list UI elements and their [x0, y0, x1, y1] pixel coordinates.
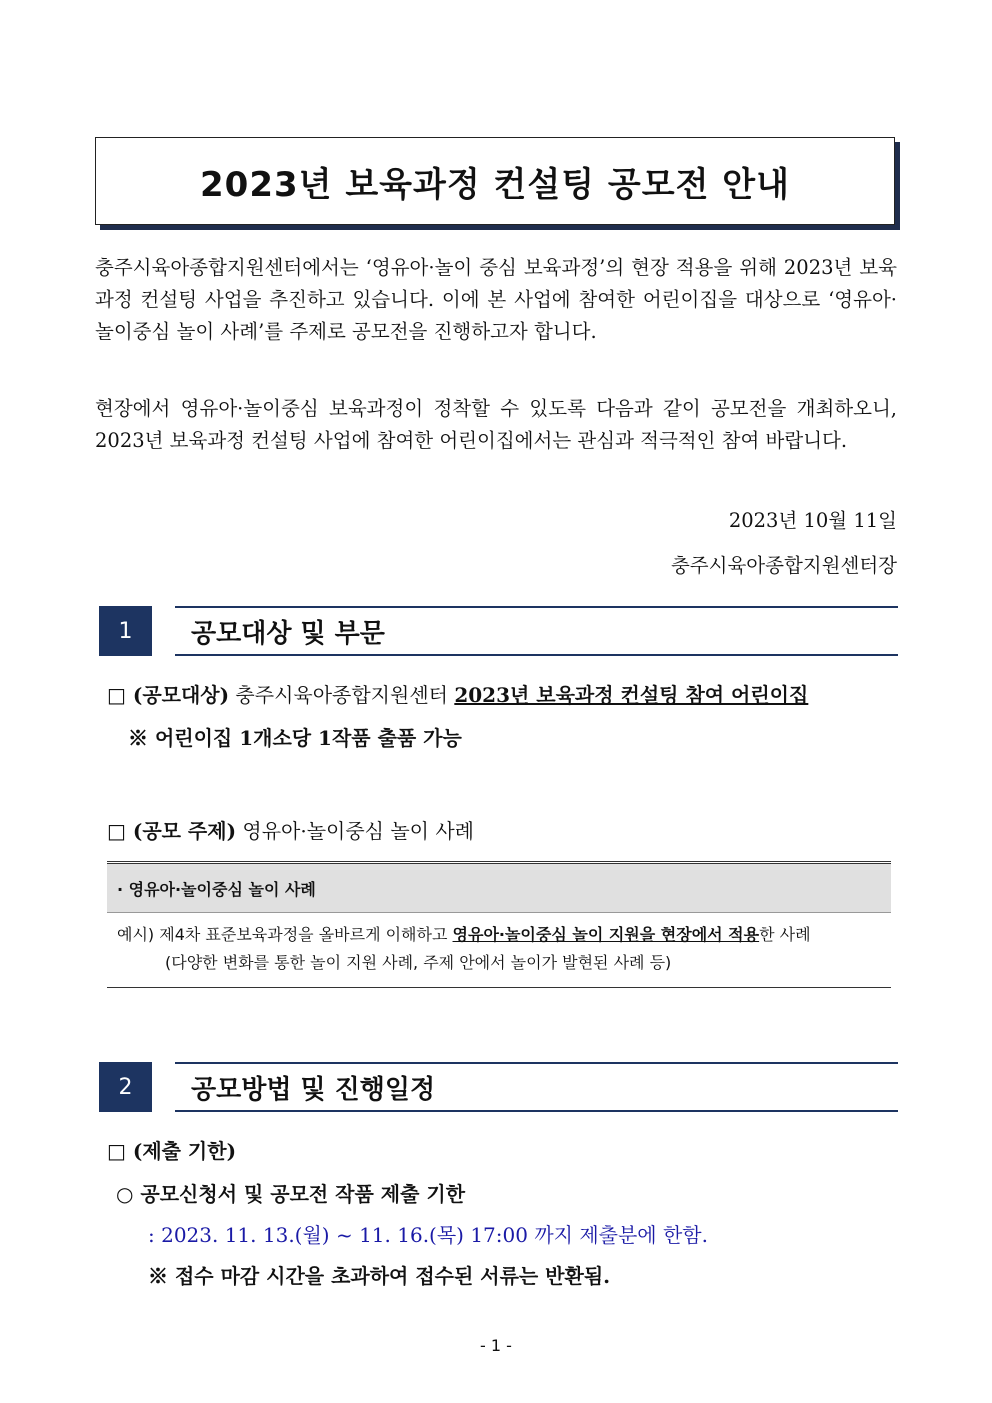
section-2-title: 공모방법 및 진행일정 [175, 1062, 898, 1112]
notice-signer: 충주시육아종합지원센터장 [670, 554, 897, 577]
target-underlined: 2023년 보육과정 컨설팅 참여 어린이집 [454, 683, 809, 707]
page-title: 2023년 보육과정 컨설팅 공모전 안내 [200, 164, 790, 205]
deadline-note: ※ 접수 마감 시간을 초과하여 접수된 서류는 반환됨. [148, 1264, 611, 1288]
example-table [107, 861, 891, 988]
example-prefix: 예시) 제4차 표준보육과정을 올바르게 이해하고 [117, 925, 453, 944]
example-line-2: (다양한 변화를 통한 놀이 지원 사례, 주제 안에서 놀이가 발현된 사례 등) [165, 953, 672, 972]
target-text: 충주시육아종합지원센터 [229, 683, 455, 707]
example-heading: · 영유아·놀이중심 놀이 사례 [107, 864, 891, 913]
theme-line [107, 815, 474, 844]
example-body [107, 913, 891, 987]
deadline-item: ○ 공모신청서 및 공모전 작품 제출 기한 [116, 1182, 466, 1206]
target-line [107, 679, 808, 708]
theme-label: □ (공모 주제) [107, 819, 237, 843]
section-1-number: 1 [99, 606, 152, 656]
notice-date: 2023년 10월 11일 [728, 509, 897, 532]
example-bold: 영유아·놀이중심 놀이 지원을 현장에서 적용 [452, 925, 760, 944]
deadline-date: : 2023. 11. 13.(월) ~ 11. 16.(목) 17:00 까지 제출분에 한함. [148, 1223, 708, 1247]
target-label: □ (공모대상) [107, 683, 230, 707]
deadline-label: □ (제출 기한) [107, 1139, 237, 1163]
target-note: ※ 어린이집 1개소당 1작품 출품 가능 [128, 726, 462, 750]
example-suffix: 한 사례 [759, 925, 811, 944]
intro-paragraph-2: 현장에서 영유아·놀이중심 보육과정이 정착할 수 있도록 다음과 같이 공모전을 개최하오니, 2023년 보육과정 컨설팅 사업에 참여한 어린이집에서는 관심과 적극적인 참여 바랍니다. [95, 397, 897, 452]
example-line-1 [117, 921, 891, 949]
theme-text: 영유아·놀이중심 놀이 사례 [236, 819, 474, 843]
page-number: - 1 - [480, 1336, 512, 1355]
title-box [95, 137, 895, 225]
section-1-title: 공모대상 및 부문 [175, 606, 898, 656]
section-2-number: 2 [99, 1062, 152, 1112]
intro-paragraph-1: 충주시육아종합지원센터에서는 ‘영유아·놀이 중심 보육과정’의 현장 적용을 위해 2023년 보육과정 컨설팅 사업을 추진하고 있습니다. 이에 본 사업에 참여한 어린이집을 대상으로 ‘영유아·놀이중심 놀이 사례’를 주제로 공모전을 진행하고자 합니다. [95, 256, 897, 343]
